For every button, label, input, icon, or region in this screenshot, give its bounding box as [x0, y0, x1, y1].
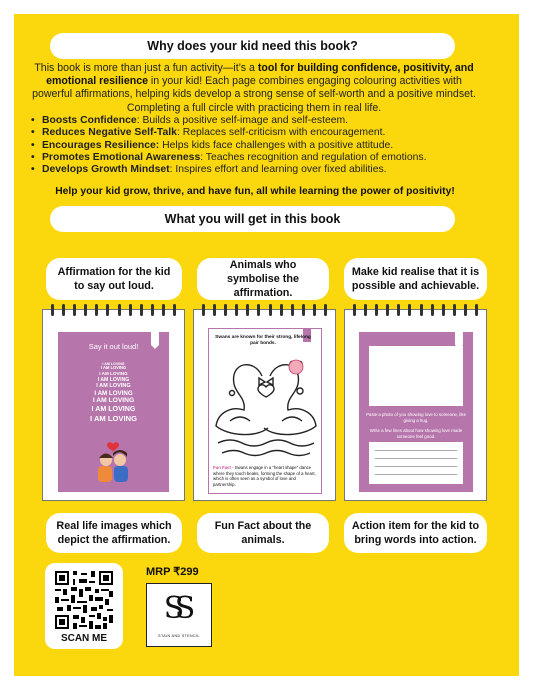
fun-fact-label: Fun Fact [213, 465, 231, 470]
brand-logo [146, 583, 212, 647]
list-item [30, 164, 490, 176]
feature-caption-achievable: Make kid realise that it is possible and achievable. [344, 258, 487, 300]
photo-prompt: Paste a photo of you showing love to someone, like giving a hug. [365, 412, 467, 423]
benefit-text: : Builds a positive self-image and self-esteem. [136, 115, 349, 126]
affirmation-page [58, 332, 169, 492]
notebook-affirmation-page [42, 309, 185, 501]
notebook-animal-page [193, 309, 336, 501]
benefit-text: Helps kids face challenges with a positive attitude. [159, 139, 394, 151]
affirmation-line: I AM LOVING [100, 365, 127, 371]
affirmation-lines [58, 362, 169, 423]
benefits-list [30, 115, 490, 176]
affirmation-line: I AM LOVING [92, 396, 135, 404]
feature-caption-real-life: Real life images which depict the affirmation. [46, 513, 182, 553]
fun-fact-text: - Swans engage in a "heart shape" dance where they touch beaks, forming the shape of a heart, which is often seen as a symbol of love and partnership. [213, 465, 316, 487]
benefit-text: : Teaches recognition and regulation of emotions. [200, 151, 427, 163]
intro-text-2: in your kid! Each page combines engaging colouring activities with powerful affirmations, helping kids develop a strong sense of self-worth and a positive mindset. Completing a full circle with practicing them in real life. [32, 75, 476, 114]
animal-page [208, 328, 322, 494]
affirmation-line: I AM LOVING [99, 371, 128, 377]
brand-monogram: SS [163, 591, 187, 626]
list-item [30, 140, 490, 152]
benefit-title: Reduces Negative Self-Talk [42, 127, 177, 139]
spiral-binding [345, 304, 486, 316]
affirmation-line: I AM LOVING [102, 362, 125, 366]
affirmation-line: I AM LOVING [90, 413, 137, 423]
get-title: What you will get in this book [50, 206, 455, 232]
writing-area [369, 442, 463, 484]
affirmation-line: I AM LOVING [97, 376, 130, 383]
photo-placeholder [369, 346, 463, 406]
benefit-title: Encourages Resilience: [42, 139, 160, 151]
feature-caption-affirmation: Affirmation for the kid to say out loud. [46, 258, 182, 300]
feature-caption-action: Action item for the kid to bring words into action. [344, 513, 487, 553]
benefit-title: Boosts Confidence [42, 115, 137, 126]
kids-hugging-illustration [88, 440, 138, 484]
list-item [30, 115, 490, 127]
bookmark-icon [455, 331, 463, 345]
say-it-title: Say it out loud! [88, 342, 139, 351]
spiral-binding [194, 304, 335, 316]
intro-bold: tool for building confidence, positivity, and emotional resilience [46, 62, 474, 88]
swans-coloring-illustration [212, 351, 320, 461]
benefit-text: : Inspires effort and learning over fixed abilities. [169, 164, 387, 176]
price-label: MRP ₹299 [146, 566, 199, 578]
intro-paragraph [28, 62, 480, 115]
brand-name: STAIN AND STENCIL [158, 634, 200, 638]
scan-me-label: SCAN ME [60, 633, 108, 644]
benefit-text: : Replaces self-criticism with encouragement. [176, 127, 386, 139]
feature-caption-animals: Animals who symbolise the affirmation. [197, 258, 329, 300]
qr-card[interactable] [45, 563, 123, 649]
notebook-action-page [344, 309, 487, 501]
animal-heading: Swans are known for their strong, lifelong pair bonds. [215, 335, 311, 346]
affirmation-line: I AM LOVING [94, 389, 133, 397]
why-title: Why does your kid need this book? [50, 33, 455, 59]
affirmation-line: I AM LOVING [91, 405, 136, 413]
list-item [30, 127, 490, 139]
benefit-title: Promotes Emotional Awareness [42, 151, 201, 163]
benefit-title: Develops Growth Mindset [42, 164, 170, 176]
closing-line: Help your kid grow, thrive, and have fun, all while learning the power of positivity! [55, 186, 455, 197]
feature-caption-fun-fact: Fun Fact about the animals. [197, 513, 329, 553]
spiral-binding [43, 304, 184, 316]
write-prompt: Write a few lines about how showing love made someone feel good. [369, 428, 463, 439]
fun-fact [213, 465, 319, 487]
list-item [30, 152, 490, 164]
intro-text-1: This book is more than just a fun activity—it’s a [34, 62, 258, 74]
qr-code-icon[interactable] [53, 569, 115, 631]
action-page [359, 332, 473, 492]
affirmation-line: I AM LOVING [96, 382, 131, 389]
